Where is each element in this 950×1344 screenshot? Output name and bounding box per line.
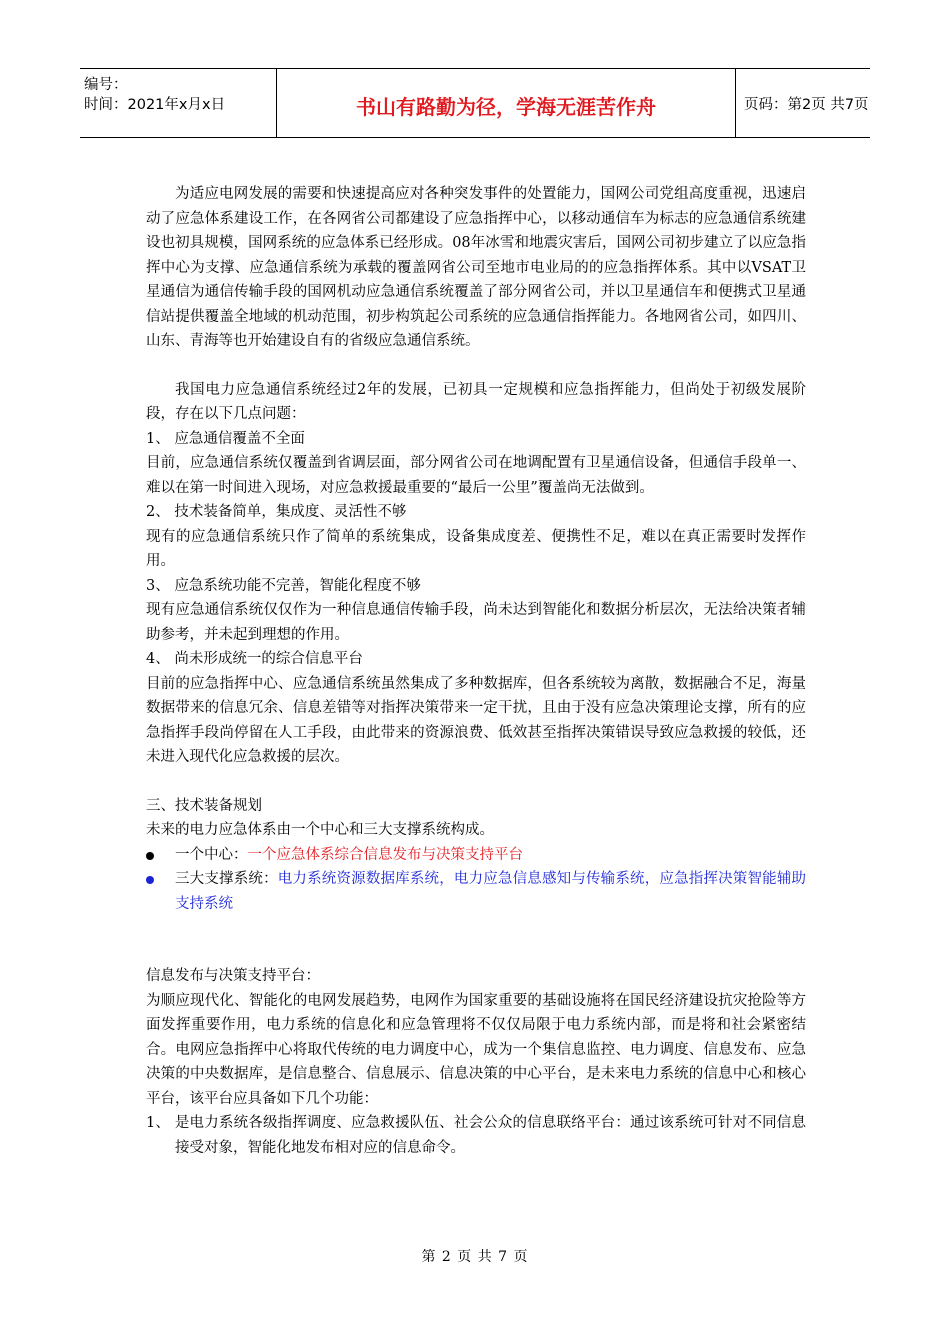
- issue-title: 1、 应急通信覆盖不全面: [146, 430, 305, 447]
- issue-body: 目前的应急指挥中心、应急通信系统虽然集成了多种数据库，但各系统较为离散，数据融合不足，海量数据带来的信息冗余、信息差错等对指挥决策带来一定干扰，且由于没有应急决策理论支撑，所有的应急指挥手段尚停留在人工手段，由此带来的资源浪费、低效甚至指挥决策错误导致应急救援的较低，还未进入现代化应急救援的层次。: [146, 675, 806, 765]
- function-item: 1、 是电力系统各级指挥调度、应急救援队伍、社会公众的信息联络平台：通过该系统可针对不同信息接受对象，智能化地发布相对应的信息命令。: [146, 1115, 806, 1156]
- issue-body: 现有应急通信系统仅仅作为一种信息通信传输手段，尚未达到智能化和数据分析层次，无法给决策者辅助参考，并未起到理想的作用。: [146, 602, 806, 643]
- header-page-cell: [736, 69, 870, 137]
- page-number-label: 页码：第2页 共7页: [744, 97, 869, 113]
- document-body: [146, 182, 806, 1160]
- time-label: 时间：2021年x月x日: [84, 97, 226, 113]
- page-footer: 第 2 页 共 7 页: [421, 1249, 529, 1265]
- section-heading: 三、技术装备规划: [146, 797, 262, 814]
- bullet-label: 三大支撑系统：: [175, 871, 278, 887]
- section-intro: 未来的电力应急体系由一个中心和三大支撑系统构成。: [146, 822, 494, 838]
- bullet-dot-icon: [146, 876, 154, 884]
- bullet-center: [146, 843, 806, 868]
- paragraph-background: 为适应电网发展的需要和快速提高应对各种突发事件的处置能力，国网公司党组高度重视，迅速启动了应急体系建设工作，在各网省公司都建设了应急指挥中心，以移动通信车为标志的应急通信系统建设也初具规模，国网系统的应急体系已经形成。08年冰雪和地震灾害后，国网公司初步建立了以应急指挥中心为支撑、应急通信系统为承载的覆盖网省公司至地市电业局的的应急指挥体系。其中以VSAT卫星通信为通信传输手段的国网机动应急通信系统覆盖了部分网省公司，并以卫星通信车和便携式卫星通信站提供覆盖全地域的机动范围，初步构筑起公司系统的应急通信指挥能力。各地网省公司，如四川、山东、青海等也开始建设自有的省级应急通信系统。: [146, 186, 806, 349]
- issue-title: 2、 技术装备简单，集成度、灵活性不够: [146, 504, 407, 520]
- bullet-label: 一个中心：: [175, 846, 248, 863]
- paragraph-status: 我国电力应急通信系统经过2年的发展，已初具一定规模和应急指挥能力，但尚处于初级发展阶段，存在以下几点问题：: [146, 381, 806, 422]
- motto: 书山有路勤为径，学海无涯苦作舟: [356, 95, 656, 119]
- issue-title: 4、 尚未形成统一的综合信息平台: [146, 651, 363, 667]
- platform-heading: 信息发布与决策支持平台：: [146, 968, 320, 984]
- bullet-value: 电力系统资源数据库系统，电力应急信息感知与传输系统，应急指挥决策智能辅助支持系统: [175, 871, 806, 912]
- platform-description: 为顺应现代化、智能化的电网发展趋势，电网作为国家重要的基础设施将在国民经济建设抗灾抢险等方面发挥重要作用，电力系统的信息化和应急管理将不仅仅局限于电力系统内部，而是将和社会紧密结合。电网应急指挥中心将取代传统的电力调度中心，成为一个集信息监控、电力调度、信息发布、应急决策的中央数据库，是信息整合、信息展示、信息决策的中心平台，是未来电力系统的信息中心和核心平台，该平台应具备如下几个功能：: [146, 992, 806, 1107]
- issue-body: 现有的应急通信系统只作了简单的系统集成，设备集成度差、便携性不足，难以在真正需要时发挥作用。: [146, 528, 806, 569]
- issue-title: 3、 应急系统功能不完善，智能化程度不够: [146, 577, 421, 594]
- bullet-value: 一个应急体系综合信息发布与决策支持平台: [247, 846, 523, 863]
- header-motto-cell: [277, 69, 736, 137]
- bullet-support-systems: [146, 867, 806, 916]
- header-info-cell: [80, 69, 277, 137]
- serial-number-label: 编号：: [84, 77, 128, 93]
- bullet-dot-icon: [146, 852, 154, 860]
- page-header: [80, 68, 870, 138]
- issue-body: 目前，应急通信系统仅覆盖到省调层面，部分网省公司在地调配置有卫星通信设备，但通信手段单一、难以在第一时间进入现场，对应急救援最重要的“最后一公里”覆盖尚无法做到。: [146, 455, 806, 496]
